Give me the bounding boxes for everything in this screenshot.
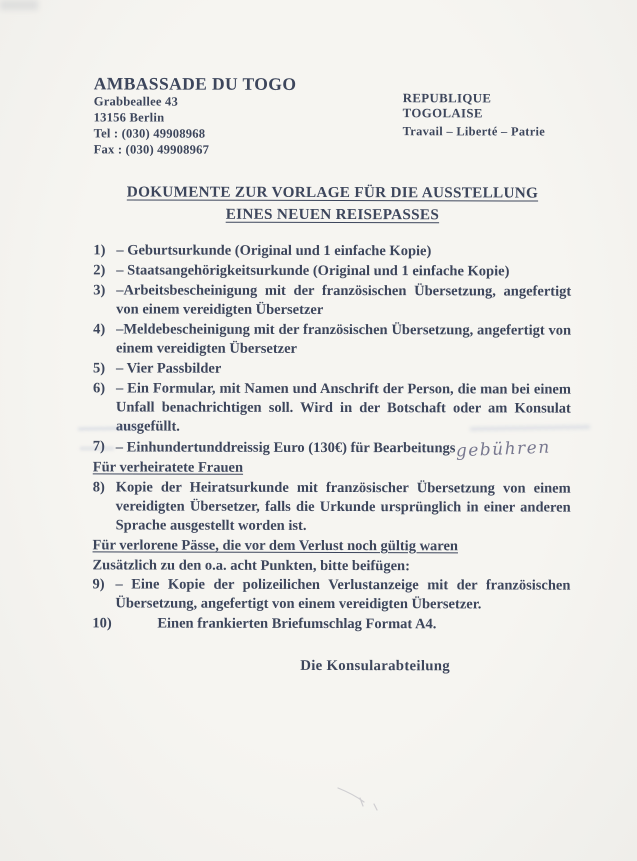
item-text: –Meldebescheinigung mit der französischen Übersetzung, angefertigt von einem vereidigten Übersetzer (116, 321, 572, 357)
embassy-fax: Fax : (030) 49908967 (93, 142, 210, 157)
list-item-3 (93, 281, 571, 320)
list-item-6 (93, 379, 571, 437)
document-title (93, 181, 571, 226)
list-item-1 (93, 241, 571, 261)
item-text: Einen frankierten Briefumschlag Format A4. (157, 615, 437, 633)
item-number: 9) (92, 576, 105, 593)
item-text: – Staatsangehörigkeitsurkunde (Original und 1 einfache Kopie) (116, 262, 510, 280)
item-number: 3) (93, 282, 106, 299)
signature-line: Die Konsularabteilung (300, 657, 451, 675)
item-number: 8) (92, 479, 105, 496)
document-content (92, 73, 572, 675)
section-heading-lost-passports: Für verlorene Pässe, die vor dem Verlust noch gültig waren (92, 537, 459, 555)
embassy-phone: Tel : (030) 49908968 (93, 126, 206, 141)
national-motto: Travail – Liberté – Patrie (402, 124, 546, 139)
item-number: 10) (92, 615, 112, 632)
letterhead (94, 73, 572, 158)
embassy-city: 13156 Berlin (93, 110, 165, 125)
list-item-2 (93, 261, 571, 281)
embassy-name: AMBASSADE DU TOGO (93, 73, 297, 94)
item-number: 4) (93, 321, 106, 338)
item-text: – Vier Passbilder (115, 360, 222, 377)
item-number: 5) (92, 360, 106, 377)
embassy-street: Grabbeallee 43 (93, 94, 179, 109)
item-number: 6) (92, 380, 106, 397)
item-text: – Ein Formular, mit Namen und Anschrift der Person, die man bei einem Unfall benachrichtigen soll. Wird in der Botschaft oder am Konsulat ausgefüllt. (115, 380, 571, 435)
handwritten-annotation-gebuehren: gebühren (455, 437, 551, 462)
additional-documents-note: Zusätzlich zu den o.a. acht Punkten, bitte beifügen: (92, 557, 410, 575)
item-text: –Arbeitsbescheinigung mit der französischen Übersetzung, angefertigt von einem vereidigten Übersetzer (116, 282, 572, 318)
item-number: 2) (93, 262, 106, 279)
list-item-5 (93, 359, 571, 379)
list-item-7 (92, 437, 571, 462)
item-number: 1) (93, 242, 106, 259)
list-item-8 (93, 478, 571, 536)
item-text: – Einhundertunddreissig Euro (130€) für Bearbeitungs (115, 439, 456, 457)
republic-name: REPUBLIQUE TOGOLAISE (402, 91, 492, 121)
item-text: – Geburtsurkunde (Original und 1 einfache Kopie) (116, 242, 432, 260)
document-title-line1: DOKUMENTE ZUR VORLAGE FÜR DIE AUSSTELLUNG (126, 183, 539, 202)
item-text: – Eine Kopie der polizeilichen Verlustanzeige mit der französischen Übersetzung, angefertigt von einem vereidigten Übersetzer. (115, 576, 571, 613)
item-text: Kopie der Heiratsurkunde mit französischer Übersetzung von einem vereidigten Übersetzer, falls die Urkunde ursprünglich in einer anderen Sprache ausgestellt worden ist. (115, 479, 571, 534)
letterhead-right (403, 91, 572, 139)
list-item-4 (93, 320, 571, 359)
list-item-10 (92, 614, 570, 634)
requirements-list (92, 241, 571, 634)
list-item-9 (92, 575, 570, 614)
section-heading-married-women: Für verheiratete Frauen (92, 459, 244, 476)
document-title-line2: EINES NEUEN REISEPASSES (225, 205, 440, 224)
item-number: 7) (92, 438, 105, 455)
